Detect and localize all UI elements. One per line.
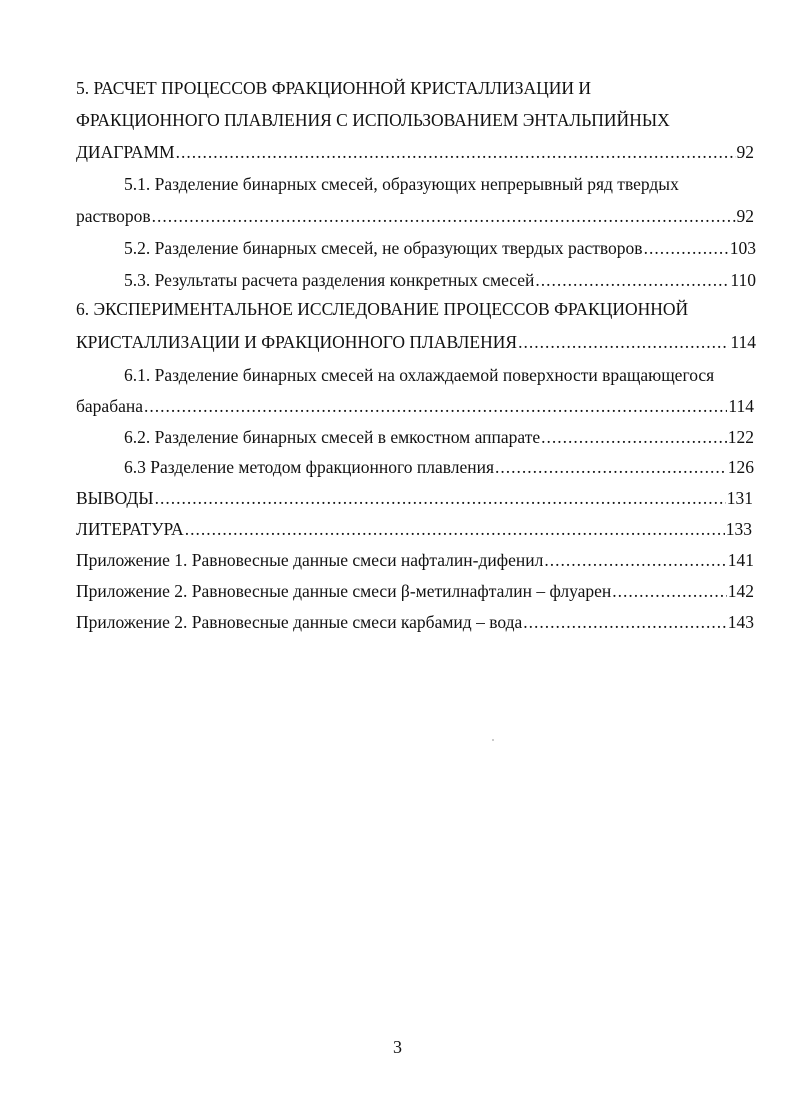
toc-section-6-3[interactable] [124, 455, 754, 479]
toc-page-number: 122 [727, 427, 754, 447]
toc-appendix-1[interactable] [76, 548, 754, 572]
toc-section-6-1-line-1[interactable] [124, 363, 714, 387]
toc-page-number: 133 [725, 519, 752, 539]
toc-leader-dots [144, 394, 727, 418]
toc-section-6-1-line-2[interactable] [76, 394, 754, 418]
toc-leader-dots [155, 486, 726, 510]
toc-leader-dots [185, 517, 725, 541]
toc-section-6-2-title: 6.2. Разделение бинарных смесей в емкостном аппарате [124, 427, 541, 447]
toc-chapter-6-title-2: КРИСТАЛЛИЗАЦИИ И ФРАКЦИОННОГО ПЛАВЛЕНИЯ [76, 332, 518, 352]
toc-appendix-3[interactable] [76, 610, 754, 634]
toc-chapter-5-title-3: ДИАГРАММ [76, 142, 175, 162]
toc-page-number: 103 [729, 238, 756, 258]
toc-literature[interactable] [76, 517, 752, 541]
toc-section-6-1-title-1: 6.1. Разделение бинарных смесей на охлаждаемой поверхности вращающегося [124, 365, 715, 385]
toc-page-number: 114 [730, 332, 756, 352]
toc-chapter-6-title-1: 6. ЭКСПЕРИМЕНТАЛЬНОЕ ИССЛЕДОВАНИЕ ПРОЦЕССОВ ФРАКЦИОННОЙ [76, 299, 689, 319]
toc-page-number: 110 [730, 270, 756, 290]
toc-leader-dots [541, 425, 727, 449]
toc-appendix-3-title: Приложение 2. Равновесные данные смеси карбамид – вода [76, 612, 523, 632]
toc-page-number: 131 [726, 488, 753, 508]
toc-conclusions[interactable] [76, 486, 753, 510]
toc-page-number: 92 [736, 206, 754, 226]
toc-chapter-5-line-1[interactable] [76, 76, 591, 100]
toc-section-6-2[interactable] [124, 425, 754, 449]
toc-section-5-1-line-2[interactable] [76, 204, 754, 228]
toc-section-5-2-title: 5.2. Разделение бинарных смесей, не образующих твердых растворов [124, 238, 643, 258]
toc-leader-dots [518, 330, 729, 354]
toc-page-number: 114 [728, 396, 754, 416]
toc-section-6-3-title: 6.3 Разделение методом фракционного плавления [124, 457, 495, 477]
toc-page-number: 92 [736, 142, 754, 162]
toc-leader-dots [523, 610, 726, 634]
toc-leader-dots [152, 204, 736, 228]
toc-chapter-6-line-2[interactable] [76, 330, 756, 354]
toc-page-number: 141 [727, 550, 754, 570]
toc-section-6-1-title-2: барабана [76, 396, 143, 416]
toc-leader-dots [535, 268, 729, 292]
toc-chapter-5-title-1: 5. РАСЧЕТ ПРОЦЕССОВ ФРАКЦИОННОЙ КРИСТАЛЛИЗАЦИИ И [76, 78, 592, 98]
scan-speck [492, 739, 494, 741]
toc-leader-dots [644, 236, 729, 260]
toc-section-5-1-line-1[interactable] [124, 172, 679, 196]
toc-section-5-1-title-1: 5.1. Разделение бинарных смесей, образующих непрерывный ряд твердых [124, 174, 679, 194]
toc-page-number: 143 [727, 612, 754, 632]
toc-conclusions-title: ВЫВОДЫ [76, 488, 154, 508]
toc-chapter-5-title-2: ФРАКЦИОННОГО ПЛАВЛЕНИЯ С ИСПОЛЬЗОВАНИЕМ ЭНТАЛЬПИЙНЫХ [76, 110, 670, 130]
toc-appendix-2-title: Приложение 2. Равновесные данные смеси β-метилнафталин – флуарен [76, 581, 612, 601]
toc-leader-dots [176, 140, 736, 164]
toc-page-number: 142 [727, 581, 754, 601]
toc-literature-title: ЛИТЕРАТУРА [76, 519, 184, 539]
toc-section-5-3[interactable] [124, 268, 756, 292]
toc-leader-dots [544, 548, 726, 572]
toc-section-5-2[interactable] [124, 236, 756, 260]
toc-chapter-5-line-3[interactable] [76, 140, 754, 164]
toc-leader-dots [612, 579, 726, 603]
toc-section-5-3-title: 5.3. Результаты расчета разделения конкретных смесей [124, 270, 535, 290]
toc-chapter-5-line-2[interactable] [76, 108, 670, 132]
toc-appendix-2[interactable] [76, 579, 754, 603]
toc-leader-dots [495, 455, 727, 479]
footer-page-number: 3 [393, 1037, 402, 1057]
toc-appendix-1-title: Приложение 1. Равновесные данные смеси нафталин-дифенил [76, 550, 544, 570]
toc-chapter-6-line-1[interactable] [76, 297, 688, 321]
toc-section-5-1-title-2: растворов [76, 206, 151, 226]
toc-page-number: 126 [727, 457, 754, 477]
